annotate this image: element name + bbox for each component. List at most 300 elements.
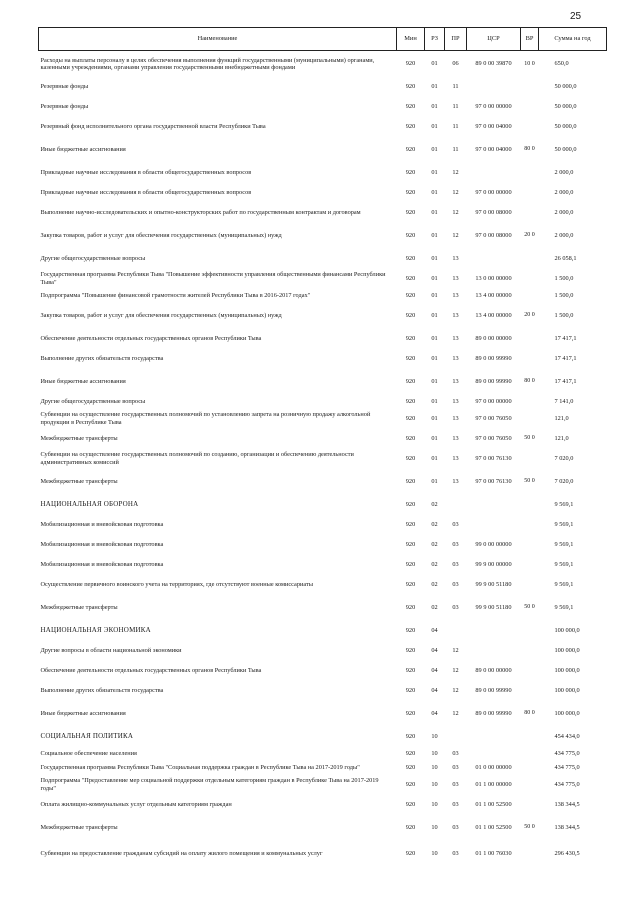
row-min: 920 — [405, 291, 416, 299]
header-name: Наименование — [39, 28, 397, 51]
row-csr — [467, 727, 521, 747]
row-sum: 1 500,0 — [554, 311, 574, 319]
row-name: Мобилизационная и вневойсковая подготовка — [40, 540, 164, 548]
row-pr: 13 — [452, 354, 459, 362]
row-name: Мобилизационная и вневойсковая подготовка — [40, 560, 164, 568]
row-rz: 01 — [431, 231, 438, 239]
row-min: 920 — [405, 823, 416, 831]
row-vr — [521, 515, 539, 535]
row-min: 920 — [405, 231, 416, 239]
table-row — [39, 183, 607, 203]
row-min: 920 — [405, 60, 416, 68]
row-sum: 9 569,1 — [554, 520, 574, 528]
row-name: Выполнение других обязательств государства — [40, 686, 164, 694]
row-name: Межбюджетные трансферты — [40, 434, 118, 442]
row-sum: 9 569,1 — [554, 500, 574, 508]
row-min: 920 — [405, 780, 416, 788]
row-vr — [521, 535, 539, 555]
table-row — [39, 795, 607, 815]
table-row — [39, 163, 607, 183]
row-rz: 02 — [431, 500, 438, 508]
row-rz: 01 — [431, 354, 438, 362]
table-body — [39, 51, 607, 867]
row-pr: 13 — [452, 454, 459, 462]
table-row — [39, 137, 607, 163]
row-vr — [521, 183, 539, 203]
row-vr — [521, 661, 539, 681]
table-row — [39, 223, 607, 249]
header-rz: РЗ — [425, 28, 445, 51]
table-row — [39, 369, 607, 395]
row-csr: 97 0 00 00000 — [475, 188, 512, 196]
row-name: Социальное обеспечение населения — [40, 749, 137, 757]
row-csr — [467, 641, 521, 661]
table-row — [39, 555, 607, 575]
row-sum: 100 000,0 — [554, 666, 580, 674]
row-pr: 03 — [452, 780, 459, 788]
row-pr: 03 — [452, 580, 459, 588]
section-row — [39, 621, 607, 641]
row-sum: 50 000,0 — [554, 122, 577, 130]
row-min: 920 — [405, 849, 416, 857]
row-sum: 17 417,1 — [554, 377, 577, 385]
row-pr: 12 — [452, 168, 459, 176]
row-min: 920 — [405, 646, 416, 654]
header-pr: ПР — [445, 28, 467, 51]
row-vr: 80 0 — [524, 710, 535, 717]
table-header-row — [39, 28, 607, 51]
row-rz: 01 — [431, 291, 438, 299]
row-vr — [521, 329, 539, 349]
row-sum: 434 775,0 — [554, 780, 580, 788]
row-min: 920 — [405, 540, 416, 548]
row-pr: 03 — [452, 520, 459, 528]
row-csr: 97 0 00 08000 — [475, 208, 512, 216]
row-rz: 04 — [431, 626, 438, 634]
row-csr — [467, 495, 521, 515]
row-min: 920 — [405, 477, 416, 485]
row-vr — [521, 409, 539, 429]
row-csr: 97 0 00 76130 — [475, 454, 512, 462]
row-sum: 7 020,0 — [554, 454, 574, 462]
table-row — [39, 469, 607, 495]
row-vr — [521, 761, 539, 775]
row-rz: 10 — [431, 849, 438, 857]
row-pr: 12 — [452, 208, 459, 216]
row-sum: 9 569,1 — [554, 603, 574, 611]
row-csr — [467, 515, 521, 535]
row-name: Другие общегосударственные вопросы — [40, 254, 146, 262]
row-rz: 01 — [431, 477, 438, 485]
row-min: 920 — [405, 414, 416, 422]
row-sum: 2 000,0 — [554, 231, 574, 239]
row-vr: 10 0 — [524, 60, 535, 67]
row-rz: 02 — [431, 560, 438, 568]
table-row — [39, 449, 607, 469]
row-csr: 97 0 00 04000 — [475, 145, 512, 153]
row-sum: 100 000,0 — [554, 626, 580, 634]
row-rz: 10 — [431, 800, 438, 808]
row-vr: 80 0 — [524, 146, 535, 153]
row-csr — [467, 163, 521, 183]
row-name: НАЦИОНАЛЬНАЯ ОБОРОНА — [40, 500, 139, 509]
table-row — [39, 349, 607, 369]
row-sum: 1 500,0 — [554, 291, 574, 299]
row-csr: 89 0 00 99990 — [475, 354, 512, 362]
table-row — [39, 661, 607, 681]
row-sum: 434 775,0 — [554, 763, 580, 771]
row-sum: 9 569,1 — [554, 560, 574, 568]
row-sum: 17 417,1 — [554, 354, 577, 362]
row-vr — [521, 727, 539, 747]
row-csr: 89 0 00 39870 — [475, 60, 512, 68]
table-row — [39, 595, 607, 621]
row-min: 920 — [405, 560, 416, 568]
row-name: Закупка товаров, работ и услуг для обеспечения государственных (муниципальных) нужд — [40, 231, 282, 239]
row-pr: 03 — [452, 763, 459, 771]
row-min: 920 — [405, 82, 416, 90]
row-min: 920 — [405, 686, 416, 694]
table-row — [39, 117, 607, 137]
row-pr: 12 — [452, 709, 459, 717]
table-row — [39, 203, 607, 223]
row-rz: 02 — [431, 580, 438, 588]
row-name: Обеспечение деятельности отдельных государственных органов Республики Тыва — [40, 334, 262, 342]
row-min: 920 — [405, 709, 416, 717]
row-min: 920 — [405, 500, 416, 508]
row-name: Межбюджетные трансферты — [40, 603, 118, 611]
row-sum: 454 434,0 — [554, 732, 580, 740]
row-csr: 99 9 00 51180 — [475, 580, 512, 588]
table-row — [39, 747, 607, 761]
row-rz: 01 — [431, 311, 438, 319]
row-pr — [445, 495, 467, 515]
row-sum: 121,0 — [554, 414, 569, 422]
row-rz: 01 — [431, 102, 438, 110]
row-min: 920 — [405, 274, 416, 282]
row-sum: 26 058,1 — [554, 254, 577, 262]
row-min: 920 — [405, 732, 416, 740]
row-min: 920 — [405, 749, 416, 757]
table-row — [39, 269, 607, 289]
row-name: Резервные фонды — [40, 82, 89, 90]
row-csr — [467, 621, 521, 641]
row-vr — [521, 349, 539, 369]
row-csr: 01 0 00 00000 — [475, 763, 512, 771]
row-vr — [521, 495, 539, 515]
row-rz: 01 — [431, 145, 438, 153]
section-row — [39, 727, 607, 747]
row-name: Осуществление первичного воинского учета на территориях, где отсутствуют военные комиссариаты — [40, 580, 313, 588]
row-vr — [521, 117, 539, 137]
row-sum: 650,0 — [554, 60, 569, 68]
row-min: 920 — [405, 354, 416, 362]
table-row — [39, 289, 607, 303]
row-min: 920 — [405, 208, 416, 216]
row-sum: 100 000,0 — [554, 686, 580, 694]
row-pr: 11 — [452, 102, 459, 110]
table-row — [39, 77, 607, 97]
row-min: 920 — [405, 122, 416, 130]
row-csr: 01 1 00 76030 — [475, 849, 512, 857]
row-csr: 97 0 00 04000 — [475, 122, 512, 130]
row-pr: 13 — [452, 334, 459, 342]
row-name: Межбюджетные трансферты — [40, 477, 118, 485]
row-rz: 10 — [431, 732, 438, 740]
row-name: Государственная программа Республики Тыва "Социальная поддержка граждан в Республике Тыва на 2017-2019 годы" — [40, 763, 360, 771]
row-min: 920 — [405, 397, 416, 405]
row-pr — [445, 621, 467, 641]
row-name: НАЦИОНАЛЬНАЯ ЭКОНОМИКА — [40, 626, 151, 635]
row-rz: 10 — [431, 823, 438, 831]
row-name: Резервные фонды — [40, 102, 89, 110]
section-row — [39, 495, 607, 515]
row-sum: 100 000,0 — [554, 709, 580, 717]
row-min: 920 — [405, 800, 416, 808]
row-name: Резервный фонд исполнительного органа государственной власти Республики Тыва — [40, 122, 266, 130]
row-pr: 13 — [452, 477, 459, 485]
row-sum: 50 000,0 — [554, 145, 577, 153]
row-sum: 121,0 — [554, 434, 569, 442]
row-vr — [521, 841, 539, 867]
table-row — [39, 761, 607, 775]
table-row — [39, 429, 607, 449]
table-row — [39, 775, 607, 795]
row-name: Субвенции на осуществление государственных полномочий по созданию, организации и обеспечению деятельности административных комиссий — [40, 451, 354, 466]
row-csr — [467, 249, 521, 269]
table-row — [39, 51, 607, 77]
row-pr: 13 — [452, 414, 459, 422]
row-name: Выполнение других обязательств государства — [40, 354, 164, 362]
row-min: 920 — [405, 763, 416, 771]
row-sum: 7 141,0 — [554, 397, 574, 405]
row-name: Субвенции на осуществление государственных полномочий по установлению запрета на розничную продажу алкогольной продукции в Республике Тыва — [40, 411, 371, 426]
row-vr — [521, 395, 539, 409]
row-sum: 1 500,0 — [554, 274, 574, 282]
row-rz: 01 — [431, 454, 438, 462]
row-pr: 06 — [452, 60, 459, 68]
row-rz: 01 — [431, 434, 438, 442]
row-name: Иные бюджетные ассигнования — [40, 709, 126, 717]
header-csr: ЦСР — [467, 28, 521, 51]
row-min: 920 — [405, 168, 416, 176]
row-csr: 97 0 00 76130 — [475, 477, 512, 485]
row-name: Другие вопросы в области национальной экономики — [40, 646, 182, 654]
row-csr: 89 0 00 99990 — [475, 686, 512, 694]
row-vr — [521, 449, 539, 469]
row-vr: 80 0 — [524, 378, 535, 385]
table-row — [39, 681, 607, 701]
row-pr: 13 — [452, 254, 459, 262]
row-name: Иные бюджетные ассигнования — [40, 145, 126, 153]
row-rz: 01 — [431, 397, 438, 405]
row-vr — [521, 681, 539, 701]
row-sum: 138 344,5 — [554, 800, 580, 808]
row-csr: 99 0 00 00000 — [475, 540, 512, 548]
table-row — [39, 815, 607, 841]
row-name: Подпрограмма "Повышение финансовой грамотности жителей Республики Тыва в 2016-2017 годах" — [40, 291, 311, 299]
row-min: 920 — [405, 603, 416, 611]
row-pr: 12 — [452, 188, 459, 196]
row-rz: 01 — [431, 60, 438, 68]
table-row — [39, 575, 607, 595]
row-csr: 01 1 00 52500 — [475, 800, 512, 808]
header-sum: Сумма на год — [539, 28, 607, 51]
row-sum: 2 000,0 — [554, 168, 574, 176]
row-min: 920 — [405, 434, 416, 442]
row-pr: 12 — [452, 686, 459, 694]
row-rz: 02 — [431, 520, 438, 528]
row-pr: 13 — [452, 311, 459, 319]
row-vr — [521, 269, 539, 289]
table-row — [39, 535, 607, 555]
row-pr: 03 — [452, 849, 459, 857]
row-pr: 03 — [452, 749, 459, 757]
row-vr: 20 0 — [524, 312, 535, 319]
row-vr — [521, 77, 539, 97]
table-row — [39, 409, 607, 429]
row-pr: 11 — [452, 82, 459, 90]
row-min: 920 — [405, 145, 416, 153]
row-sum: 434 775,0 — [554, 749, 580, 757]
row-rz: 01 — [431, 414, 438, 422]
table-row — [39, 329, 607, 349]
row-csr: 97 0 00 76050 — [475, 434, 512, 442]
row-name: Субвенции на предоставление гражданам субсидий на оплату жилого помещения и коммунальных услуг — [40, 849, 323, 857]
row-rz: 01 — [431, 168, 438, 176]
row-sum: 7 020,0 — [554, 477, 574, 485]
header-vr: ВР — [521, 28, 539, 51]
row-vr — [521, 575, 539, 595]
row-name: Иные бюджетные ассигнования — [40, 377, 126, 385]
header-min: Мин — [397, 28, 425, 51]
row-name: Оплата жилищно-коммунальных услуг отдельным категориям граждан — [40, 800, 232, 808]
row-sum: 2 000,0 — [554, 188, 574, 196]
row-csr: 13 4 00 00000 — [475, 311, 512, 319]
row-pr: 13 — [452, 291, 459, 299]
row-pr: 12 — [452, 666, 459, 674]
row-vr — [521, 249, 539, 269]
row-pr: 13 — [452, 434, 459, 442]
row-csr: 97 0 00 00000 — [475, 102, 512, 110]
row-rz: 04 — [431, 686, 438, 694]
row-sum: 9 569,1 — [554, 580, 574, 588]
row-rz: 10 — [431, 763, 438, 771]
row-rz: 10 — [431, 780, 438, 788]
row-pr: 12 — [452, 231, 459, 239]
row-min: 920 — [405, 311, 416, 319]
row-min: 920 — [405, 188, 416, 196]
row-name: Межбюджетные трансферты — [40, 823, 118, 831]
row-sum: 50 000,0 — [554, 82, 577, 90]
row-rz: 10 — [431, 749, 438, 757]
page-number: 25 — [570, 11, 582, 22]
row-rz: 02 — [431, 603, 438, 611]
row-min: 920 — [405, 102, 416, 110]
row-pr: 03 — [452, 823, 459, 831]
row-csr: 13 4 00 00000 — [475, 291, 512, 299]
table-row — [39, 841, 607, 867]
row-pr: 03 — [452, 560, 459, 568]
row-vr: 50 0 — [524, 604, 535, 611]
row-min: 920 — [405, 254, 416, 262]
row-rz: 01 — [431, 254, 438, 262]
table-row — [39, 97, 607, 117]
row-rz: 04 — [431, 709, 438, 717]
table-row — [39, 515, 607, 535]
row-rz: 02 — [431, 540, 438, 548]
row-name: Мобилизационная и вневойсковая подготовка — [40, 520, 164, 528]
row-vr: 50 0 — [524, 478, 535, 485]
row-sum: 296 430,5 — [554, 849, 580, 857]
row-name: Другие общегосударственные вопросы — [40, 397, 146, 405]
row-pr: 13 — [452, 377, 459, 385]
row-pr: 11 — [452, 145, 459, 153]
row-rz: 04 — [431, 666, 438, 674]
row-rz: 01 — [431, 82, 438, 90]
row-sum: 50 000,0 — [554, 102, 577, 110]
row-min: 920 — [405, 520, 416, 528]
row-vr: 50 0 — [524, 824, 535, 831]
row-csr: 99 9 00 51180 — [475, 603, 512, 611]
row-sum: 2 000,0 — [554, 208, 574, 216]
row-rz: 04 — [431, 646, 438, 654]
table-row — [39, 701, 607, 727]
row-vr — [521, 555, 539, 575]
row-vr: 20 0 — [524, 232, 535, 239]
table-row — [39, 395, 607, 409]
table-row — [39, 641, 607, 661]
row-vr — [521, 795, 539, 815]
row-vr — [521, 97, 539, 117]
row-rz: 01 — [431, 377, 438, 385]
row-name: Государственная программа Республики Тыва "Повышение эффективности управления общественными финансами Республики Тыва" — [40, 271, 386, 286]
row-pr: 03 — [452, 603, 459, 611]
row-csr: 01 1 00 00000 — [475, 780, 512, 788]
row-sum: 17 417,1 — [554, 334, 577, 342]
row-min: 920 — [405, 334, 416, 342]
row-csr: 97 0 00 76050 — [475, 414, 512, 422]
row-name: Обеспечение деятельности отдельных государственных органов Республики Тыва — [40, 666, 262, 674]
row-csr: 89 0 00 99990 — [475, 377, 512, 385]
table-row — [39, 249, 607, 269]
row-min: 920 — [405, 666, 416, 674]
row-rz: 01 — [431, 122, 438, 130]
row-pr: 11 — [452, 122, 459, 130]
row-vr — [521, 641, 539, 661]
row-csr: 89 0 00 00000 — [475, 666, 512, 674]
row-vr — [521, 747, 539, 761]
row-pr: 13 — [452, 397, 459, 405]
row-vr: 50 0 — [524, 435, 535, 442]
row-csr: 97 0 00 00000 — [475, 397, 512, 405]
row-pr: 03 — [452, 800, 459, 808]
row-vr — [521, 289, 539, 303]
row-csr: 97 0 00 08000 — [475, 231, 512, 239]
row-vr — [521, 775, 539, 795]
row-min: 920 — [405, 377, 416, 385]
row-rz: 01 — [431, 334, 438, 342]
row-rz: 01 — [431, 274, 438, 282]
row-rz: 01 — [431, 188, 438, 196]
row-name: Закупка товаров, работ и услуг для обеспечения государственных (муниципальных) нужд — [40, 311, 282, 319]
row-name: Прикладные научные исследования в области общегосударственных вопросов — [40, 168, 252, 176]
row-sum: 138 344,5 — [554, 823, 580, 831]
row-csr — [467, 747, 521, 761]
row-name: Выполнение научно-исследовательских и опытно-конструкторских работ по государственным контрактам и договорам — [40, 208, 361, 216]
row-csr — [467, 77, 521, 97]
row-min: 920 — [405, 454, 416, 462]
